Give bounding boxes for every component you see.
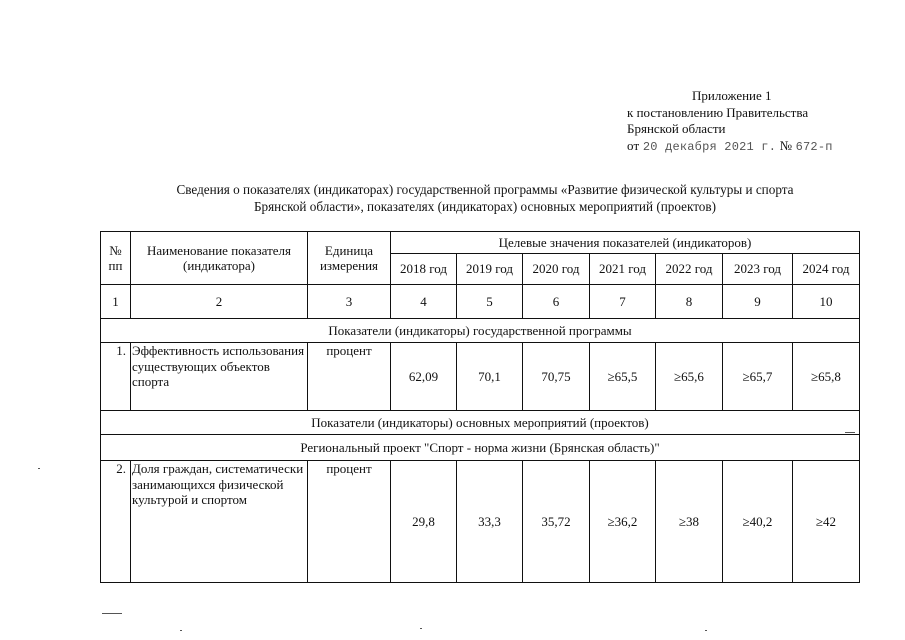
column-number-row [101, 285, 860, 319]
resolution-number: 672-п [795, 139, 833, 154]
row-num: 1. [101, 343, 131, 411]
row-name: Доля граждан, систематически занимающихся физической культурой и спортом [131, 461, 308, 583]
col-number: 2 [131, 285, 308, 319]
row-value: ≥40,2 [723, 461, 793, 583]
header-targets: Целевые значения показателей (индикаторов) [391, 232, 860, 254]
row-value: 33,3 [457, 461, 523, 583]
scan-speck [102, 613, 122, 614]
indicators-table [100, 231, 860, 583]
table-row [101, 343, 860, 411]
appendix-date-line [627, 138, 833, 156]
col-number: 4 [391, 285, 457, 319]
scan-speck [420, 628, 422, 629]
appendix-block [627, 88, 833, 155]
header-year: 2021 год [590, 254, 656, 285]
row-unit: процент [308, 461, 391, 583]
row-num: 2. [101, 461, 131, 583]
appendix-region-line: Брянской области [627, 121, 726, 136]
row-value: ≥38 [656, 461, 723, 583]
document-title-line-2: Брянской области», показателях (индикаторах) основных мероприятий (проектов) [253, 199, 717, 214]
col-number: 3 [308, 285, 391, 319]
date-prefix: от [627, 137, 640, 153]
header-name: Наименование показателя (индикатора) [131, 232, 308, 285]
row-name: Эффективность использования существующих объектов спорта [131, 343, 308, 411]
col-number: 10 [793, 285, 860, 319]
document-title [110, 181, 860, 215]
header-year: 2018 год [391, 254, 457, 285]
scan-speck [180, 630, 182, 631]
row-value: 35,72 [523, 461, 590, 583]
appendix-title: Приложение 1 [692, 88, 772, 103]
section-row [101, 319, 860, 343]
header-row-1 [101, 232, 860, 254]
number-sign: № [779, 137, 793, 153]
scan-speck [38, 468, 40, 469]
header-year: 2022 год [656, 254, 723, 285]
row-value: 62,09 [391, 343, 457, 411]
row-unit: процент [308, 343, 391, 411]
row-value: ≥65,6 [656, 343, 723, 411]
header-year: 2023 год [723, 254, 793, 285]
row-value: ≥42 [793, 461, 860, 583]
table-row [101, 461, 860, 583]
header-year: 2020 год [523, 254, 590, 285]
row-value: ≥36,2 [590, 461, 656, 583]
col-number: 7 [590, 285, 656, 319]
section-state-program: Показатели (индикаторы) государственной программы [101, 319, 860, 343]
col-number: 8 [656, 285, 723, 319]
document-title-line-1: Сведения о показателях (индикаторах) государственной программы «Развитие физической культуры и спорта [176, 182, 794, 197]
col-number: 6 [523, 285, 590, 319]
header-unit: Единица измерения [308, 232, 391, 285]
section-regional-project: Региональный проект "Спорт - норма жизни (Брянская область)" [101, 435, 860, 461]
row-value: ≥65,5 [590, 343, 656, 411]
scan-speck [705, 630, 707, 631]
row-value: ≥65,7 [723, 343, 793, 411]
col-number: 1 [101, 285, 131, 319]
resolution-date: 20 декабря 2021 г. [642, 139, 777, 154]
row-value: ≥65,8 [793, 343, 860, 411]
row-value: 70,75 [523, 343, 590, 411]
row-value: 70,1 [457, 343, 523, 411]
section-row [101, 435, 860, 461]
section-main-measures: Показатели (индикаторы) основных мероприятий (проектов) [101, 411, 860, 435]
header-year: 2024 год [793, 254, 860, 285]
header-year: 2019 год [457, 254, 523, 285]
scan-speck [845, 432, 855, 433]
section-row [101, 411, 860, 435]
header-num: № пп [101, 232, 131, 285]
row-value: 29,8 [391, 461, 457, 583]
appendix-resolution-line: к постановлению Правительства [627, 104, 809, 120]
col-number: 9 [723, 285, 793, 319]
col-number: 5 [457, 285, 523, 319]
